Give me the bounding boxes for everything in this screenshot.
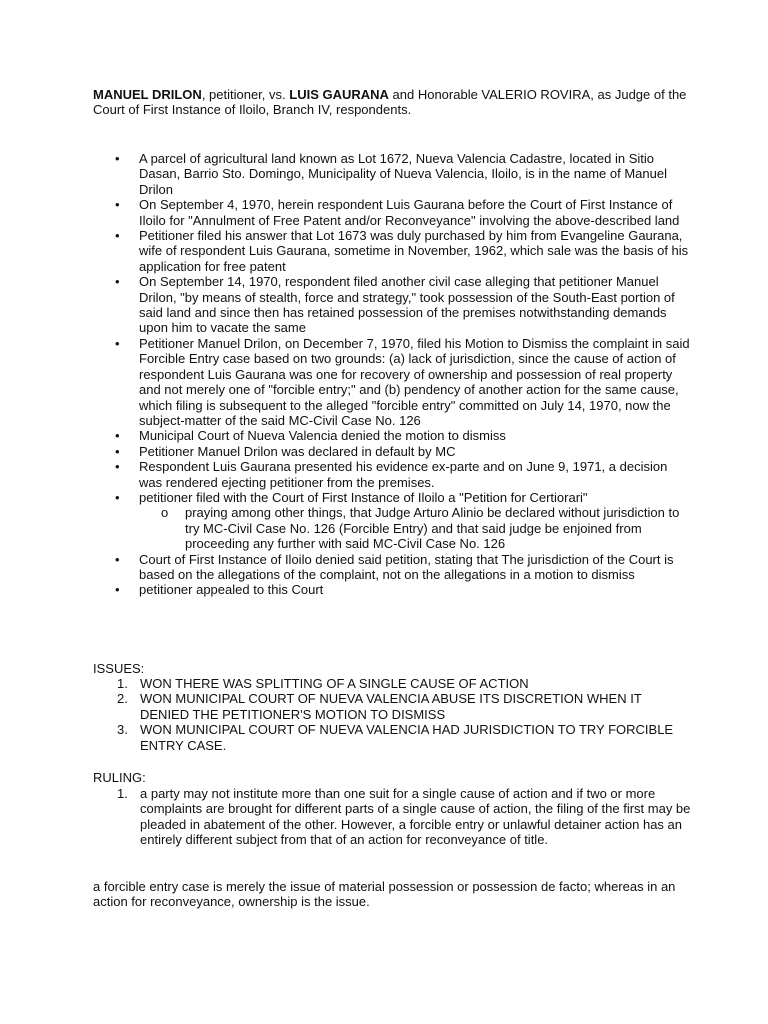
issue-number: 1. [117,676,128,691]
fact-item: • On September 14, 1970, respondent filed another civil case alleging that petitioner Manuel Drilon, "by means of stealth, force and strategy," took possession of the South-East portion of said land and since then has retained possession of the premises notwithstanding demands upon him to vacate the same [93,274,693,336]
fact-item: • Petitioner filed his answer that Lot 1673 was duly purchased by him from Evangeline Gaurana, wife of respondent Luis Gaurana, sometime in November, 1962, which sale was the basis of his application for free patent [93,228,693,274]
ruling-paragraph: a forcible entry case is merely the issue of material possession or possession de facto; whereas in an action for reconveyance, ownership is the issue. [93,879,676,910]
ruling-text: a party may not institute more than one suit for a single cause of action and if two or more complaints are brought for different parts of a single cause of action, the filing of the first may be pleaded in abatement of the other. However, a forcible entry or unlawful detainer action has an entirely different subject from that of an action for reconveyance of title. [140,786,691,848]
fact-item: • Respondent Luis Gaurana presented his evidence ex-parte and on June 9, 1971, a decision was rendered ejecting petitioner from the premises. [93,459,693,490]
fact-item: • Petitioner Manuel Drilon was declared in default by MC [93,444,693,459]
fact-item: • Petitioner Manuel Drilon, on December 7, 1970, filed his Motion to Dismiss the complaint in said Forcible Entry case based on two grounds: (a) lack of jurisdiction, since the cause of action of respondent Luis Gaurana was one for recovery of ownership and possession of real property and not merely one of "forcible entry;" and (b) pendency of another action for the same cause, which filing is subsequent to the alleged "forcible entry" committed on July 14, 1970, now the subject-matter of the said MC-Civil Case No. 126 [93,336,693,428]
ruling-item [93,786,693,848]
fact-item: • Court of First Instance of Iloilo denied said petition, stating that The jurisdiction of the Court is based on the allegations of the complaint, not on the allegations in a motion to dismiss [93,552,693,583]
issue-number: 3. [117,722,128,738]
case-title [93,87,693,118]
fact-item: • A parcel of agricultural land known as Lot 1672, Nueva Valencia Cadastre, located in Sitio Dasan, Barrio Sto. Domingo, Municipality of Nueva Valencia, Iloilo, is in the name of Manuel Drilon [93,151,693,197]
fact-item: • petitioner appealed to this Court [93,582,693,597]
fact-item-text: petitioner filed with the Court of First Instance of Iloilo a "Petition for Certiorari" [139,489,588,505]
sub-item: o praying among other things, that Judge Arturo Alinio be declared without jurisdiction to try MC-Civil Case No. 126 (Forcible Entry) and that said judge be enjoined from proceeding any further with said MC-Civil Case No. 126 [139,505,693,551]
ruling-heading: RULING: [93,770,146,785]
issue-item [93,691,693,722]
ruling-number: 1. [117,786,128,801]
petitioner-name: MANUEL DRILON [93,87,202,102]
case-title-text-1: , petitioner, vs. [201,87,290,102]
issue-text: WON THERE WAS SPLITTING OF A SINGLE CAUSE OF ACTION [140,676,529,691]
issue-text: WON MUNICIPAL COURT OF NUEVA VALENCIA HAD JURISDICTION TO TRY FORCIBLE ENTRY CASE. [140,722,674,753]
sub-list [139,505,693,551]
case-title-text-2: and Honorable VALERIO ROVIRA, as Judge of the Court of First Instance of Iloilo, Branch IV, respondents. [93,87,687,118]
fact-item: • Municipal Court of Nueva Valencia denied the motion to dismiss [93,428,693,443]
issues-list [93,676,693,753]
fact-item: • On September 4, 1970, herein respondent Luis Gaurana before the Court of First Instance of Iloilo for "Annulment of Free Patent and/or Reconveyance" involving the above-described land [93,197,693,228]
issue-item [93,722,693,753]
issues-heading: ISSUES: [93,661,145,676]
fact-item [93,490,693,552]
issue-item [93,676,693,691]
issue-number: 2. [117,691,128,707]
respondent-name: LUIS GAURANA [289,87,389,102]
facts-list [93,151,693,598]
ruling-list [93,786,693,848]
issue-text: WON MUNICIPAL COURT OF NUEVA VALENCIA ABUSE ITS DISCRETION WHEN IT DENIED THE PETITIONER'S MOTION TO DISMISS [140,691,642,722]
